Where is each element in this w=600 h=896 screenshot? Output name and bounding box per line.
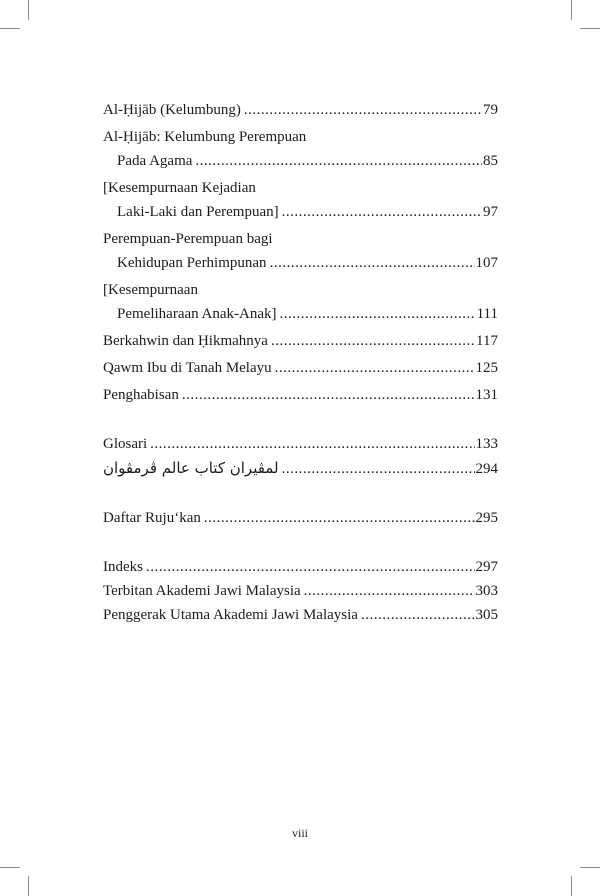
toc-entry-title: [Kesempurnaan Kejadian [103,180,256,196]
toc-line [103,251,498,275]
toc-line [103,579,498,603]
dot-leader [304,579,475,603]
toc-page-number: 111 [476,306,498,322]
dot-leader [282,200,482,224]
toc-entry-title-continued: Laki-Laki dan Perempuan] [117,204,279,220]
crop-mark-bottom-left-h [0,867,20,868]
toc-line [103,176,498,200]
toc-entry-title: Berkahwin dan Ḥikmahnya [103,333,268,349]
toc-entry-title: Qawm Ibu di Tanah Melayu [103,360,272,376]
toc-page-number: 107 [475,255,498,271]
toc-entry-title: Al-Ḥijāb (Kelumbung) [103,102,241,118]
toc-page-number: 97 [483,204,498,220]
toc-entry[interactable] [103,227,498,275]
dot-leader [271,329,475,353]
toc-line [103,227,498,251]
toc-entry-title: Penggerak Utama Akademi Jawi Malaysia [103,607,358,623]
dot-leader [275,356,475,380]
toc-line [103,356,498,380]
toc-entry[interactable] [103,383,498,407]
dot-leader [195,149,482,173]
toc-page-number: 85 [483,153,498,169]
toc-page-number: 131 [475,387,498,403]
page-folio: viii [291,826,308,840]
toc-entry[interactable] [103,278,498,326]
toc-page-number: 79 [483,102,498,118]
toc-entry[interactable] [103,356,498,380]
dot-leader [361,603,475,627]
toc-line [103,278,498,302]
toc-page-number: 125 [475,360,498,376]
toc-line [103,383,498,407]
dot-leader [150,432,474,456]
dot-leader [244,98,482,122]
toc-entry-title-continued: Pemeliharaan Anak-Anak] [117,306,277,322]
crop-mark-top-left-v [28,0,29,20]
toc-line [103,125,498,149]
toc-line [103,98,498,122]
toc-entry-title: [Kesempurnaan [103,282,198,298]
toc-entry[interactable] [103,98,498,122]
toc-line [103,200,498,224]
toc-entry[interactable] [103,176,498,224]
toc-entry-founders[interactable] [103,603,498,627]
dot-leader [282,457,475,481]
crop-mark-bottom-right-h [580,867,600,868]
toc-entry-references[interactable] [103,506,498,530]
crop-mark-bottom-left-v [28,876,29,896]
toc-entry-index[interactable] [103,555,498,579]
toc-page-number: 295 [475,510,498,526]
toc-line [103,603,498,627]
toc-page-number: 303 [475,583,498,599]
toc-entry-title-continued: Pada Agama [117,153,193,169]
toc-line [103,432,498,456]
toc-entry-title-jawi: لمڤيران كتاب عالم ڤرمڤوان [103,459,279,477]
toc-page-number: 133 [475,436,498,452]
crop-mark-bottom-right-v [571,876,572,896]
crop-mark-top-right-h [580,28,600,29]
toc-page-number: 297 [475,559,498,575]
toc-entry[interactable] [103,329,498,353]
toc-line [103,149,498,173]
toc-line [103,506,498,530]
toc-entry-publications[interactable] [103,579,498,603]
toc-page-number: 117 [476,333,498,349]
toc-page-number: 294 [475,461,498,477]
dot-leader [270,251,475,275]
table-of-contents [103,98,498,627]
dot-leader [146,555,475,579]
toc-line [103,555,498,579]
crop-mark-top-left-h [0,28,20,29]
toc-entry-title: Al-Ḥijāb: Kelumbung Perempuan [103,129,307,145]
toc-entry-title: Perempuan-Perempuan bagi [103,231,273,247]
toc-entry-glossary[interactable] [103,432,498,456]
toc-entry-title-continued: Kehidupan Perhimpunan [117,255,267,271]
dot-leader [280,302,476,326]
toc-page-number: 305 [475,607,498,623]
crop-mark-top-right-v [571,0,572,20]
dot-leader [182,383,475,407]
toc-entry-title: Penghabisan [103,387,179,403]
toc-line [103,329,498,353]
toc-line [103,302,498,326]
toc-entry-title: Terbitan Akademi Jawi Malaysia [103,583,301,599]
toc-line [103,456,498,481]
toc-entry-title: Daftar Ruju‘kan [103,510,201,526]
toc-entry-jawi-glossary[interactable] [103,456,498,481]
dot-leader [204,506,475,530]
toc-entry-title: Indeks [103,559,143,575]
toc-entry-title: Glosari [103,436,148,452]
toc-entry[interactable] [103,125,498,173]
